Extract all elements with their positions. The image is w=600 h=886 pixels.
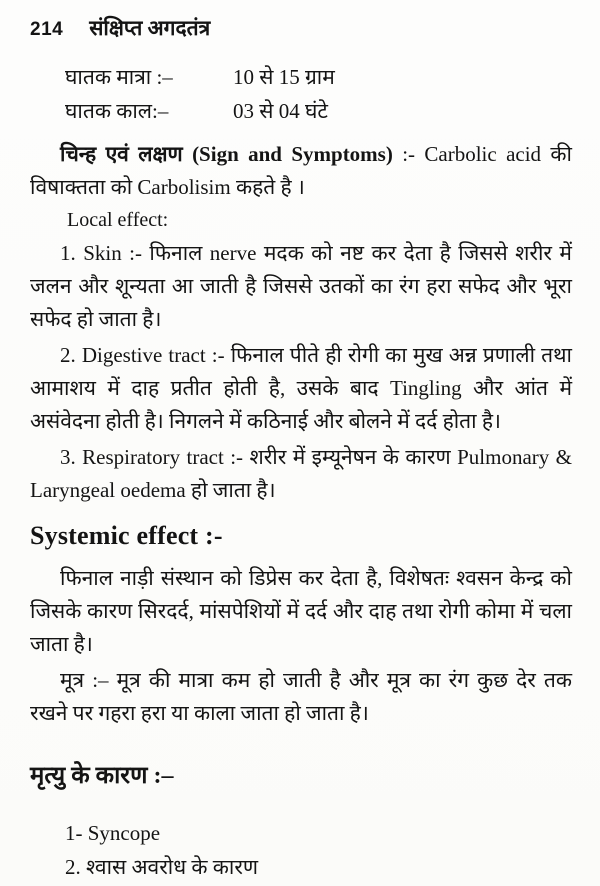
fatal-period-row [30, 94, 572, 128]
fatal-period-label: घातक काल:– [65, 99, 169, 123]
fatal-period-value: 03 से 04 घंटे [233, 99, 328, 123]
sign-symptoms-paragraph [30, 138, 572, 204]
dose-table [30, 60, 572, 128]
page-number: 214 [30, 19, 64, 40]
causes-of-death-heading: मृत्यु के कारण :– [30, 763, 174, 789]
systemic-effect-paragraph: फिनाल नाड़ी संस्थान को डिप्रेस कर देता है, विशेषतः श्वसन केन्द्र को जिसके कारण सिरदर्द, मांसपेशियों में दर्द और दाह तथा रोगी कोमा में चला जाता है। [30, 566, 572, 656]
digestive-effect-paragraph: 2. Digestive tract :- फिनाल पीते ही रोगी का मुख अन्न प्रणाली तथा आमाशय में दाह प्रतीत होती है, उसके बाद Tingling और आंत में असंवेदना होती है। निगलने में कठिनाई और बोलने में दर्द होता है। [30, 343, 572, 433]
skin-effect-paragraph: 1. Skin :- फिनाल nerve मदक को नष्ट कर देता है जिससे शरीर में जलन और शून्यता आ जाती है जिससे उतकों का रंग हरा सफेद और भूरा सफेद हो जाता है। [30, 241, 572, 331]
fatal-dose-label: घातक मात्रा :– [65, 65, 173, 89]
page-header [30, 14, 572, 42]
sign-symptoms-rest: :- Carbolic acid की विषाक्तता को Carbolisim कहते है । [30, 142, 572, 199]
fatal-dose-value: 10 से 15 ग्राम [233, 65, 335, 89]
local-effect-label: Local effect: [67, 209, 169, 231]
list-item: 2. श्वास अवरोध के कारण [65, 855, 259, 879]
respiratory-effect-paragraph: 3. Respiratory tract :- शरीर में इम्यूनेषन के कारण Pulmonary & Laryngeal oedema हो जाता है। [30, 445, 572, 502]
sign-symptoms-lead: चिन्ह एवं लक्षण (Sign and Symptoms) [60, 142, 393, 166]
causes-of-death-list [30, 816, 572, 884]
systemic-effect-heading: Systemic effect :- [30, 521, 223, 550]
fatal-dose-row [30, 60, 572, 94]
list-item: 1- Syncope [65, 821, 161, 845]
running-title: संक्षिप्त अगदतंत्र [89, 16, 211, 40]
urine-paragraph: मूत्र :– मूत्र की मात्रा कम हो जाती है और मूत्र का रंग कुछ देर तक रखने पर गहरा हरा या काला जाता हो जाता है। [30, 668, 572, 725]
